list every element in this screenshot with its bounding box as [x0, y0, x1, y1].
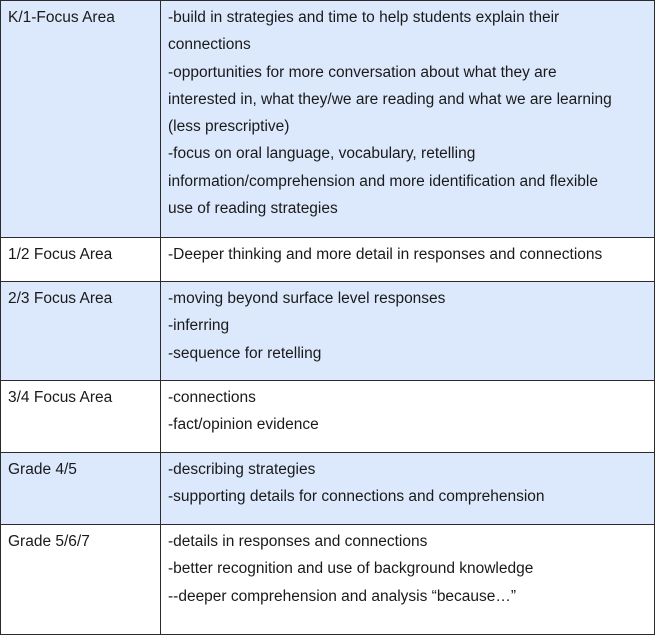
- focus-description-cell: [161, 282, 655, 381]
- description-line: -better recognition and use of background knowledge: [168, 560, 534, 578]
- table-row: [1, 525, 655, 635]
- focus-area-cell: [1, 453, 161, 525]
- description-line: -opportunities for more conversation about what they are: [168, 63, 557, 81]
- description-line: (less prescriptive): [168, 118, 290, 136]
- focus-area-label: Grade 5/6/7: [8, 533, 90, 550]
- description-line: -Deeper thinking and more detail in responses and connections: [168, 246, 603, 263]
- description-line: -build in strategies and time to help students explain their: [168, 9, 560, 26]
- focus-area-label: 1/2 Focus Area: [8, 246, 113, 263]
- focus-description-cell: [161, 238, 655, 282]
- description-line: -connections: [168, 389, 256, 406]
- focus-description-cell: [161, 381, 655, 453]
- description-line: -fact/opinion evidence: [168, 416, 319, 434]
- table-row: [1, 453, 655, 525]
- table-row: [1, 381, 655, 453]
- focus-area-cell: [1, 1, 161, 238]
- focus-area-cell: [1, 282, 161, 381]
- description-line: -supporting details for connections and comprehension: [168, 488, 545, 506]
- table-row: [1, 282, 655, 381]
- description-line: -moving beyond surface level responses: [168, 290, 446, 307]
- table-row: [1, 1, 655, 238]
- description-line: connections: [168, 36, 251, 54]
- description-line: -focus on oral language, vocabulary, retelling: [168, 145, 476, 163]
- table-row: [1, 238, 655, 282]
- description-line: -describing strategies: [168, 461, 316, 478]
- description-line: information/comprehension and more identification and flexible: [168, 172, 598, 190]
- focus-description-cell: [161, 453, 655, 525]
- description-line: -sequence for retelling: [168, 344, 322, 362]
- table-body: [1, 1, 655, 635]
- description-line: -inferring: [168, 317, 230, 335]
- focus-area-label: K/1-Focus Area: [8, 9, 115, 26]
- focus-area-label: 3/4 Focus Area: [8, 389, 113, 406]
- focus-description-cell: [161, 525, 655, 635]
- focus-area-label: 2/3 Focus Area: [8, 290, 113, 307]
- focus-area-cell: [1, 381, 161, 453]
- description-line: use of reading strategies: [168, 200, 338, 218]
- focus-area-cell: [1, 238, 161, 282]
- focus-area-cell: [1, 525, 161, 635]
- focus-description-cell: [161, 1, 655, 238]
- description-line: -details in responses and connections: [168, 533, 428, 550]
- description-line: --deeper comprehension and analysis “because…”: [168, 587, 517, 605]
- description-line: interested in, what they/we are reading and what we are learning: [168, 90, 612, 108]
- focus-area-label: Grade 4/5: [8, 461, 77, 478]
